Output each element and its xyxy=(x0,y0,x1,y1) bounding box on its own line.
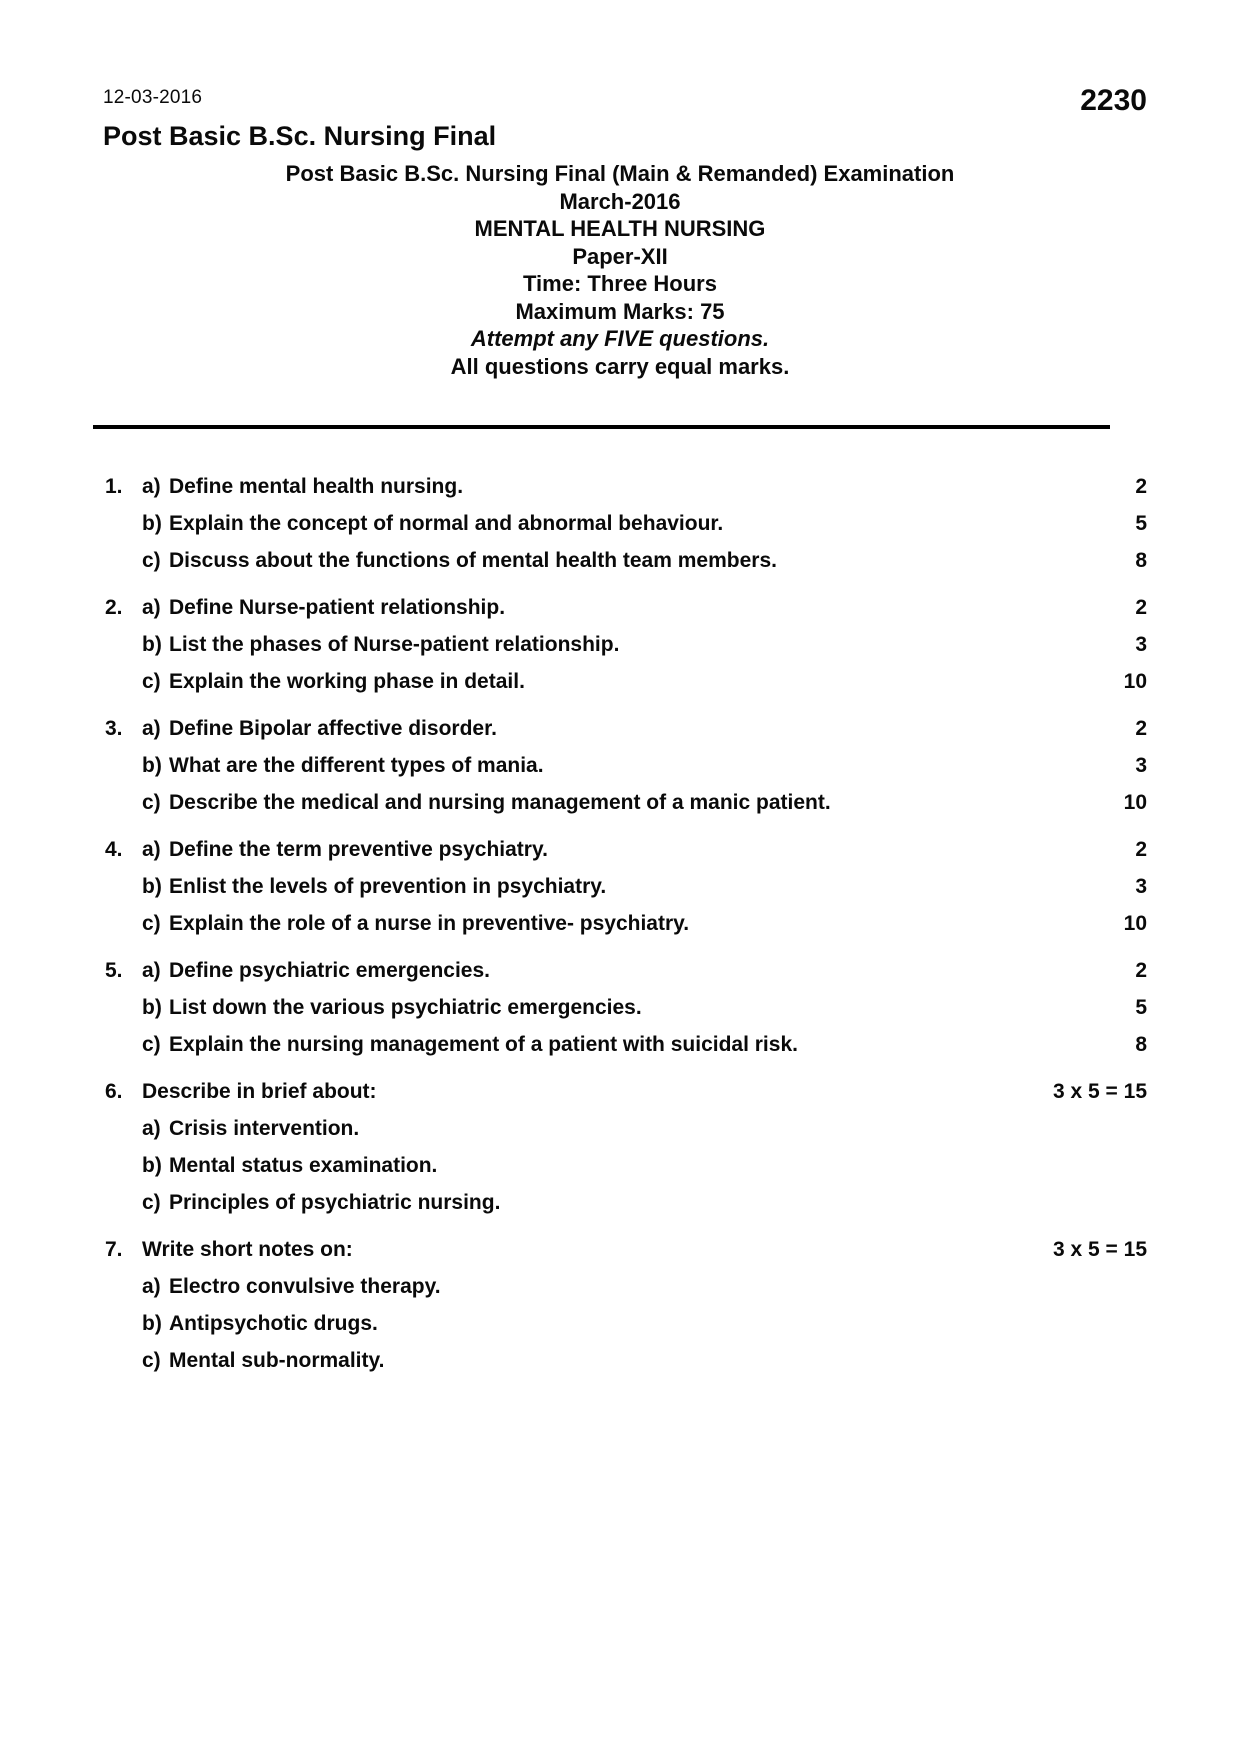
question-4-part-a xyxy=(93,831,1147,868)
part-letter: a) xyxy=(142,596,161,619)
subject-name: MENTAL HEALTH NURSING xyxy=(474,216,766,241)
question-4-part-c xyxy=(93,905,1147,942)
question-number-spacer xyxy=(93,1305,142,1342)
part-marks: 5 xyxy=(1135,512,1147,535)
question-number: 6. xyxy=(105,1080,123,1103)
part-marks: 10 xyxy=(1123,791,1147,814)
question-number-spacer xyxy=(93,747,142,784)
question-7-intro xyxy=(93,1231,1147,1268)
question-2 xyxy=(93,589,1147,700)
question-6-part-c xyxy=(93,1184,1147,1221)
question-marks: 3 x 5 = 15 xyxy=(1053,1238,1147,1261)
part-marks xyxy=(1137,1342,1147,1379)
part-marks: 5 xyxy=(1135,996,1147,1019)
exam-session: March-2016 xyxy=(559,188,681,214)
part-marks: 2 xyxy=(1135,475,1147,498)
header-divider xyxy=(93,425,1110,429)
question-number-spacer xyxy=(93,663,142,700)
question-6 xyxy=(93,1073,1147,1221)
part-letter: a) xyxy=(142,475,161,498)
question-intro-text: Write short notes on: xyxy=(142,1238,353,1261)
part-text: Explain the role of a nurse in preventive- psychiatry. xyxy=(169,912,690,935)
part-text: Explain the nursing management of a patient with suicidal risk. xyxy=(169,1033,798,1056)
part-text: What are the different types of mania. xyxy=(169,754,544,777)
question-4-part-b xyxy=(93,868,1147,905)
part-text: List the phases of Nurse-patient relationship. xyxy=(169,633,620,656)
part-letter: c) xyxy=(142,912,161,935)
question-1-part-b xyxy=(93,505,1147,542)
part-marks: 2 xyxy=(1135,838,1147,861)
question-number-spacer xyxy=(93,1268,142,1305)
question-7 xyxy=(93,1231,1147,1379)
part-letter: a) xyxy=(142,717,161,740)
question-7-part-c xyxy=(93,1342,1147,1379)
part-marks: 8 xyxy=(1135,1033,1147,1056)
instruction-attempt: Attempt any FIVE questions. xyxy=(470,326,770,351)
question-number-spacer xyxy=(93,1147,142,1184)
part-letter: c) xyxy=(142,1033,161,1056)
question-1-part-c xyxy=(93,542,1147,579)
question-number-spacer xyxy=(93,784,142,821)
exam-date: 12-03-2016 xyxy=(103,87,203,108)
question-number: 2. xyxy=(105,596,123,619)
part-marks xyxy=(1137,1184,1147,1221)
part-letter: b) xyxy=(142,633,162,656)
part-text: Crisis intervention. xyxy=(169,1117,360,1140)
question-number: 1. xyxy=(105,475,123,498)
part-text: Define Nurse-patient relationship. xyxy=(169,596,506,619)
part-marks: 2 xyxy=(1135,959,1147,982)
part-text: List down the various psychiatric emergencies. xyxy=(169,996,642,1019)
question-number-spacer xyxy=(93,626,142,663)
part-letter: c) xyxy=(142,670,161,693)
part-letter: b) xyxy=(142,754,162,777)
part-text: Electro convulsive therapy. xyxy=(169,1275,441,1298)
question-6-part-a xyxy=(93,1110,1147,1147)
question-2-part-c xyxy=(93,663,1147,700)
question-3-part-c xyxy=(93,784,1147,821)
part-text: Explain the working phase in detail. xyxy=(169,670,525,693)
instruction-equal-marks: All questions carry equal marks. xyxy=(450,353,790,379)
question-number-spacer xyxy=(93,542,142,579)
part-marks: 2 xyxy=(1135,596,1147,619)
part-text: Define the term preventive psychiatry. xyxy=(169,838,548,861)
question-number-spacer xyxy=(93,505,142,542)
question-3 xyxy=(93,710,1147,821)
course-title: Post Basic B.Sc. Nursing Final xyxy=(103,121,497,151)
part-text: Discuss about the functions of mental health team members. xyxy=(169,549,777,572)
question-6-part-b xyxy=(93,1147,1147,1184)
part-marks: 10 xyxy=(1123,670,1147,693)
part-letter: a) xyxy=(142,1275,161,1298)
question-3-part-a xyxy=(93,710,1147,747)
question-2-part-a xyxy=(93,589,1147,626)
question-4 xyxy=(93,831,1147,942)
question-6-intro xyxy=(93,1073,1147,1110)
question-number-spacer xyxy=(93,905,142,942)
part-letter: c) xyxy=(142,1191,161,1214)
paper-name: Paper-XII xyxy=(572,243,668,269)
exam-header-block xyxy=(93,160,1147,380)
part-text: Mental sub-normality. xyxy=(169,1349,385,1372)
part-text: Antipsychotic drugs. xyxy=(169,1312,378,1335)
part-text: Define mental health nursing. xyxy=(169,475,464,498)
part-marks xyxy=(1137,1147,1147,1184)
part-text: Mental status examination. xyxy=(169,1154,438,1177)
question-5-part-c xyxy=(93,1026,1147,1063)
question-number: 5. xyxy=(105,959,123,982)
question-number: 3. xyxy=(105,717,123,740)
question-number-spacer xyxy=(93,868,142,905)
part-marks xyxy=(1137,1110,1147,1147)
part-marks xyxy=(1137,1305,1147,1342)
time-allowed: Time: Three Hours xyxy=(523,271,717,296)
part-marks: 10 xyxy=(1123,912,1147,935)
page-top-row xyxy=(103,86,1147,116)
question-7-part-a xyxy=(93,1268,1147,1305)
part-text: Define psychiatric emergencies. xyxy=(169,959,490,982)
question-1-part-a xyxy=(93,468,1147,505)
part-text: Describe the medical and nursing management of a manic patient. xyxy=(169,791,831,814)
question-marks: 3 x 5 = 15 xyxy=(1053,1080,1147,1103)
part-text: Enlist the levels of prevention in psychiatry. xyxy=(169,875,607,898)
question-number-spacer xyxy=(93,989,142,1026)
part-letter: b) xyxy=(142,1312,162,1335)
question-5 xyxy=(93,952,1147,1063)
part-text: Define Bipolar affective disorder. xyxy=(169,717,497,740)
paper-code: 2230 xyxy=(1080,84,1147,117)
part-text: Principles of psychiatric nursing. xyxy=(169,1191,501,1214)
part-marks: 3 xyxy=(1135,754,1147,777)
question-5-part-a xyxy=(93,952,1147,989)
part-marks: 8 xyxy=(1135,549,1147,572)
question-number-spacer xyxy=(93,1184,142,1221)
part-letter: b) xyxy=(142,1154,162,1177)
part-letter: c) xyxy=(142,549,161,572)
part-marks: 2 xyxy=(1135,717,1147,740)
question-5-part-b xyxy=(93,989,1147,1026)
question-intro-text: Describe in brief about: xyxy=(142,1080,377,1103)
part-marks xyxy=(1137,1268,1147,1305)
part-text: Explain the concept of normal and abnormal behaviour. xyxy=(169,512,724,535)
part-letter: b) xyxy=(142,996,162,1019)
part-letter: b) xyxy=(142,512,162,535)
part-letter: a) xyxy=(142,838,161,861)
part-letter: a) xyxy=(142,959,161,982)
question-7-part-b xyxy=(93,1305,1147,1342)
question-1 xyxy=(93,468,1147,579)
part-letter: c) xyxy=(142,1349,161,1372)
question-number-spacer xyxy=(93,1342,142,1379)
maximum-marks: Maximum Marks: 75 xyxy=(515,298,725,324)
question-number: 7. xyxy=(105,1238,123,1261)
question-number: 4. xyxy=(105,838,123,861)
question-3-part-b xyxy=(93,747,1147,784)
question-list xyxy=(93,468,1147,1379)
part-marks: 3 xyxy=(1135,633,1147,656)
part-marks: 3 xyxy=(1135,875,1147,898)
part-letter: c) xyxy=(142,791,161,814)
part-letter: a) xyxy=(142,1117,161,1140)
part-letter: b) xyxy=(142,875,162,898)
question-number-spacer xyxy=(93,1110,142,1147)
exam-title: Post Basic B.Sc. Nursing Final (Main & Remanded) Examination xyxy=(285,161,955,186)
question-number-spacer xyxy=(93,1026,142,1063)
question-2-part-b xyxy=(93,626,1147,663)
